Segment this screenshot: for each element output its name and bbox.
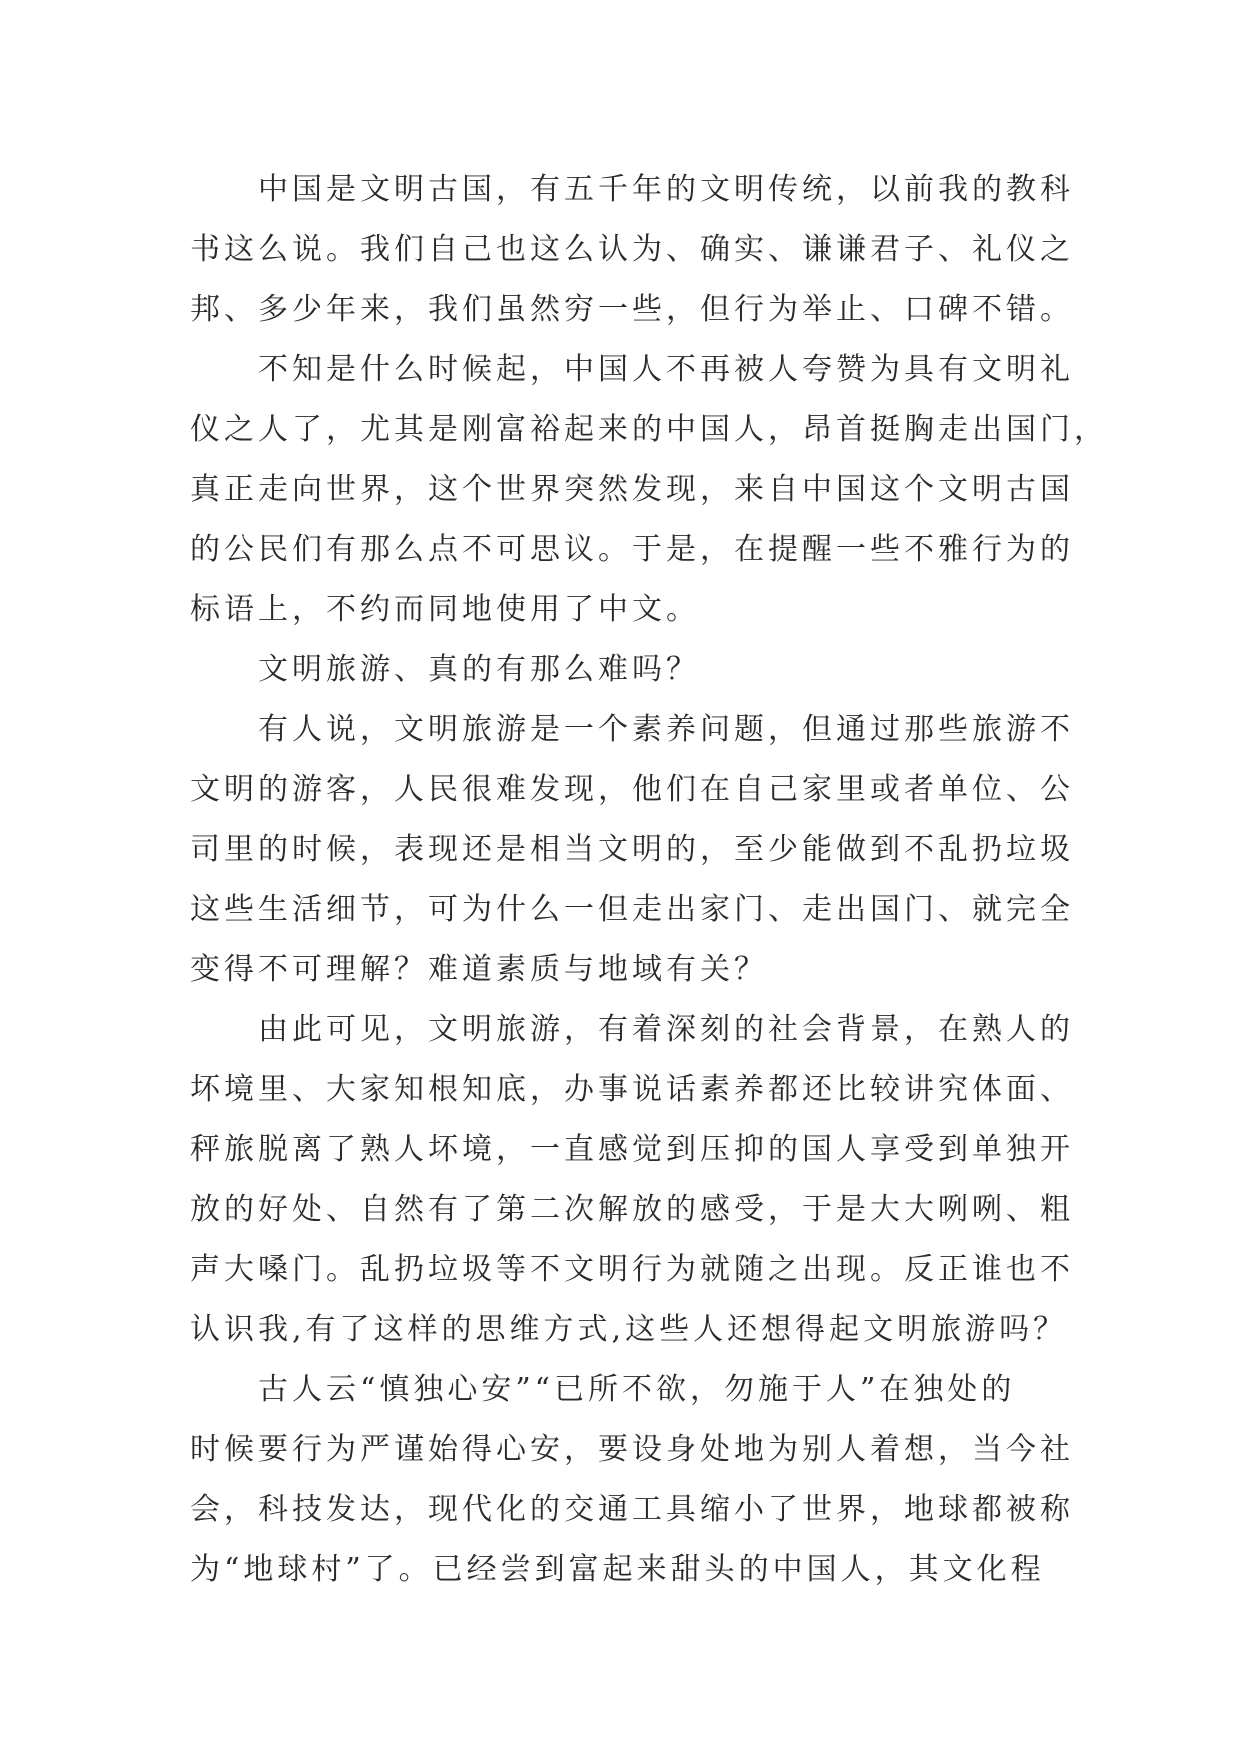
text-line: 变得不可理解？难道素质与地域有关？ xyxy=(190,952,768,987)
text-line: 为“地球村”了。已经尝到富起来甜头的中国人，其文化程 xyxy=(190,1552,1045,1587)
text-line: 的公民们有那么点不可思议。于是，在提醒一些不雅行为的 xyxy=(190,532,1074,567)
paragraph-2 xyxy=(190,340,1108,640)
text-line: 时候要行为严谨始得心安，要设身处地为别人着想，当今社 xyxy=(190,1432,1074,1467)
text-line: 真正走向世界，这个世界突然发现，来自中国这个文明古国 xyxy=(190,472,1074,507)
text-line: 有人说，文明旅游是一个素养问题，但通过那些旅游不 xyxy=(258,712,1074,747)
text-line: 文明的游客，人民很难发现，他们在自己家里或者单位、公 xyxy=(190,772,1074,807)
text-line: 这些生活细节，可为什么一但走出家门、走出国门、就完全 xyxy=(190,892,1074,927)
text-line: 古人云“慎独心安”“已所不欲，勿施于人”在独处的 xyxy=(258,1372,1016,1407)
text-line: 文明旅游、真的有那么难吗？ xyxy=(258,652,700,687)
text-line: 由此可见，文明旅游，有着深刻的社会背景，在熟人的 xyxy=(258,1012,1074,1047)
text-line: 不知是什么时候起，中国人不再被人夸赞为具有文明礼 xyxy=(258,352,1074,387)
paragraph-6 xyxy=(190,1360,1074,1600)
text-line: 放的好处、自然有了第二次解放的感受，于是大大咧咧、粗 xyxy=(190,1192,1074,1227)
paragraph-4 xyxy=(190,700,1074,1000)
text-line: 标语上，不约而同地使用了中文。 xyxy=(190,592,700,627)
text-line: 秤旅脱离了熟人坏境，一直感觉到压抑的国人享受到单独开 xyxy=(190,1132,1074,1167)
text-line: 仪之人了，尤其是刚富裕起来的中国人，昂首挺胸走出国门， xyxy=(190,412,1108,447)
text-line: 坏境里、大家知根知底，办事说话素养都还比较讲究体面、 xyxy=(190,1072,1074,1107)
paragraph-3 xyxy=(190,640,1060,700)
text-line: 邦、多少年来，我们虽然穷一些，但行为举止、口碑不错。 xyxy=(190,292,1074,327)
article-body xyxy=(190,160,1108,1600)
paragraph-5 xyxy=(190,1000,1074,1360)
text-line: 认识我,有了这样的思维方式,这些人还想得起文明旅游吗？ xyxy=(190,1312,1068,1347)
text-line: 书这么说。我们自己也这么认为、确实、谦谦君子、礼仪之 xyxy=(190,232,1074,267)
text-line: 会，科技发达，现代化的交通工具缩小了世界，地球都被称 xyxy=(190,1492,1074,1527)
text-line: 司里的时候，表现还是相当文明的，至少能做到不乱扔垃圾 xyxy=(190,832,1074,867)
text-line: 中国是文明古国，有五千年的文明传统，以前我的教科 xyxy=(258,172,1074,207)
paragraph-1 xyxy=(190,160,1074,340)
text-line: 声大嗓门。乱扔垃圾等不文明行为就随之出现。反正谁也不 xyxy=(190,1252,1074,1287)
